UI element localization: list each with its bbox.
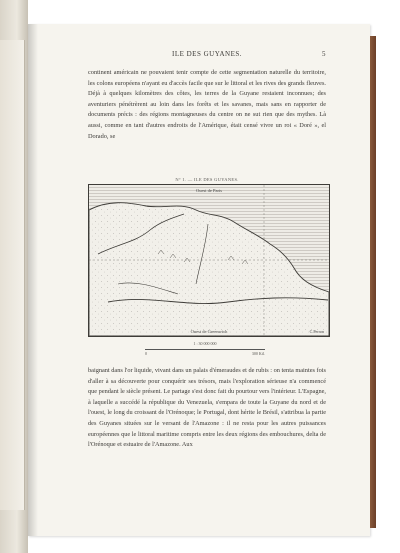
map-label-top: Ouest de Paris — [196, 188, 222, 193]
running-title: ILE DES GUYANES. — [171, 50, 243, 58]
paragraph-top: continent américain ne pouvaient tenir compte de cette segmentation naturelle du territoire, les colons européens n'ayant eu d'accès facile que sur le littoral et les rives des grands fleuves. Déjà à quelques kilomètres des côtes, les terres de la Guyane restaient inconnues; des aventuriers pénétrèrent au loin dans les forêts et les savanes, mais sans en rapporter de documents précis : des régions montagneuses du centre on ne sut rien que des mythes. Là aussi, comme en tant d'autres endroits de l'Amérique, était censé vivre un roi « Doré », el Dorado, se — [88, 69, 326, 140]
left-page — [0, 0, 28, 553]
page-number: 5 — [322, 50, 326, 58]
scale-start: 0 — [145, 351, 147, 356]
running-header — [88, 50, 326, 58]
scale-bar — [145, 349, 265, 350]
map-label-bottom: Ouest de Greenwich — [190, 329, 228, 334]
map-credit: C.Perron — [309, 329, 324, 334]
figure-caption: N° 1. — ILE DES GUYANES. — [175, 177, 239, 182]
page-gutter-shadow — [28, 24, 38, 536]
map-scale — [145, 341, 265, 357]
guyanes-map — [88, 184, 330, 337]
left-page-edge — [0, 40, 25, 510]
book-cover-edge — [370, 36, 376, 528]
paragraph-bottom: baignant dans l'or liquide, vivant dans un palais d'émeraudes et de rubis : on tenta maintes fois d'aller à sa découverte pour conquérir ses trésors, mais l'exploration sérieuse n'a commencé que pendant le siècle présent. Le partage s'est donc fait du pourtour vers l'intérieur. L'Espagne, à laquelle a succédé la république du Venezuela, s'empara de toute la Guyane du nord et de l'ouest, le long du croissant de l'Orénoque; le Portugal, dont hérite le Brésil, s'attribua la partie des Guyanes situées sur le versant de l'Amazone : il ne resta pour les autres puissances européennes que le littoral maritime compris entre les deux régions des embouchures, delta de l'Orénoque et estuaire de l'Amazone. Aux — [88, 367, 326, 449]
scale-end: 300 Kil. — [251, 351, 265, 356]
scale-label: 1 : 30 000 000 — [193, 341, 217, 346]
